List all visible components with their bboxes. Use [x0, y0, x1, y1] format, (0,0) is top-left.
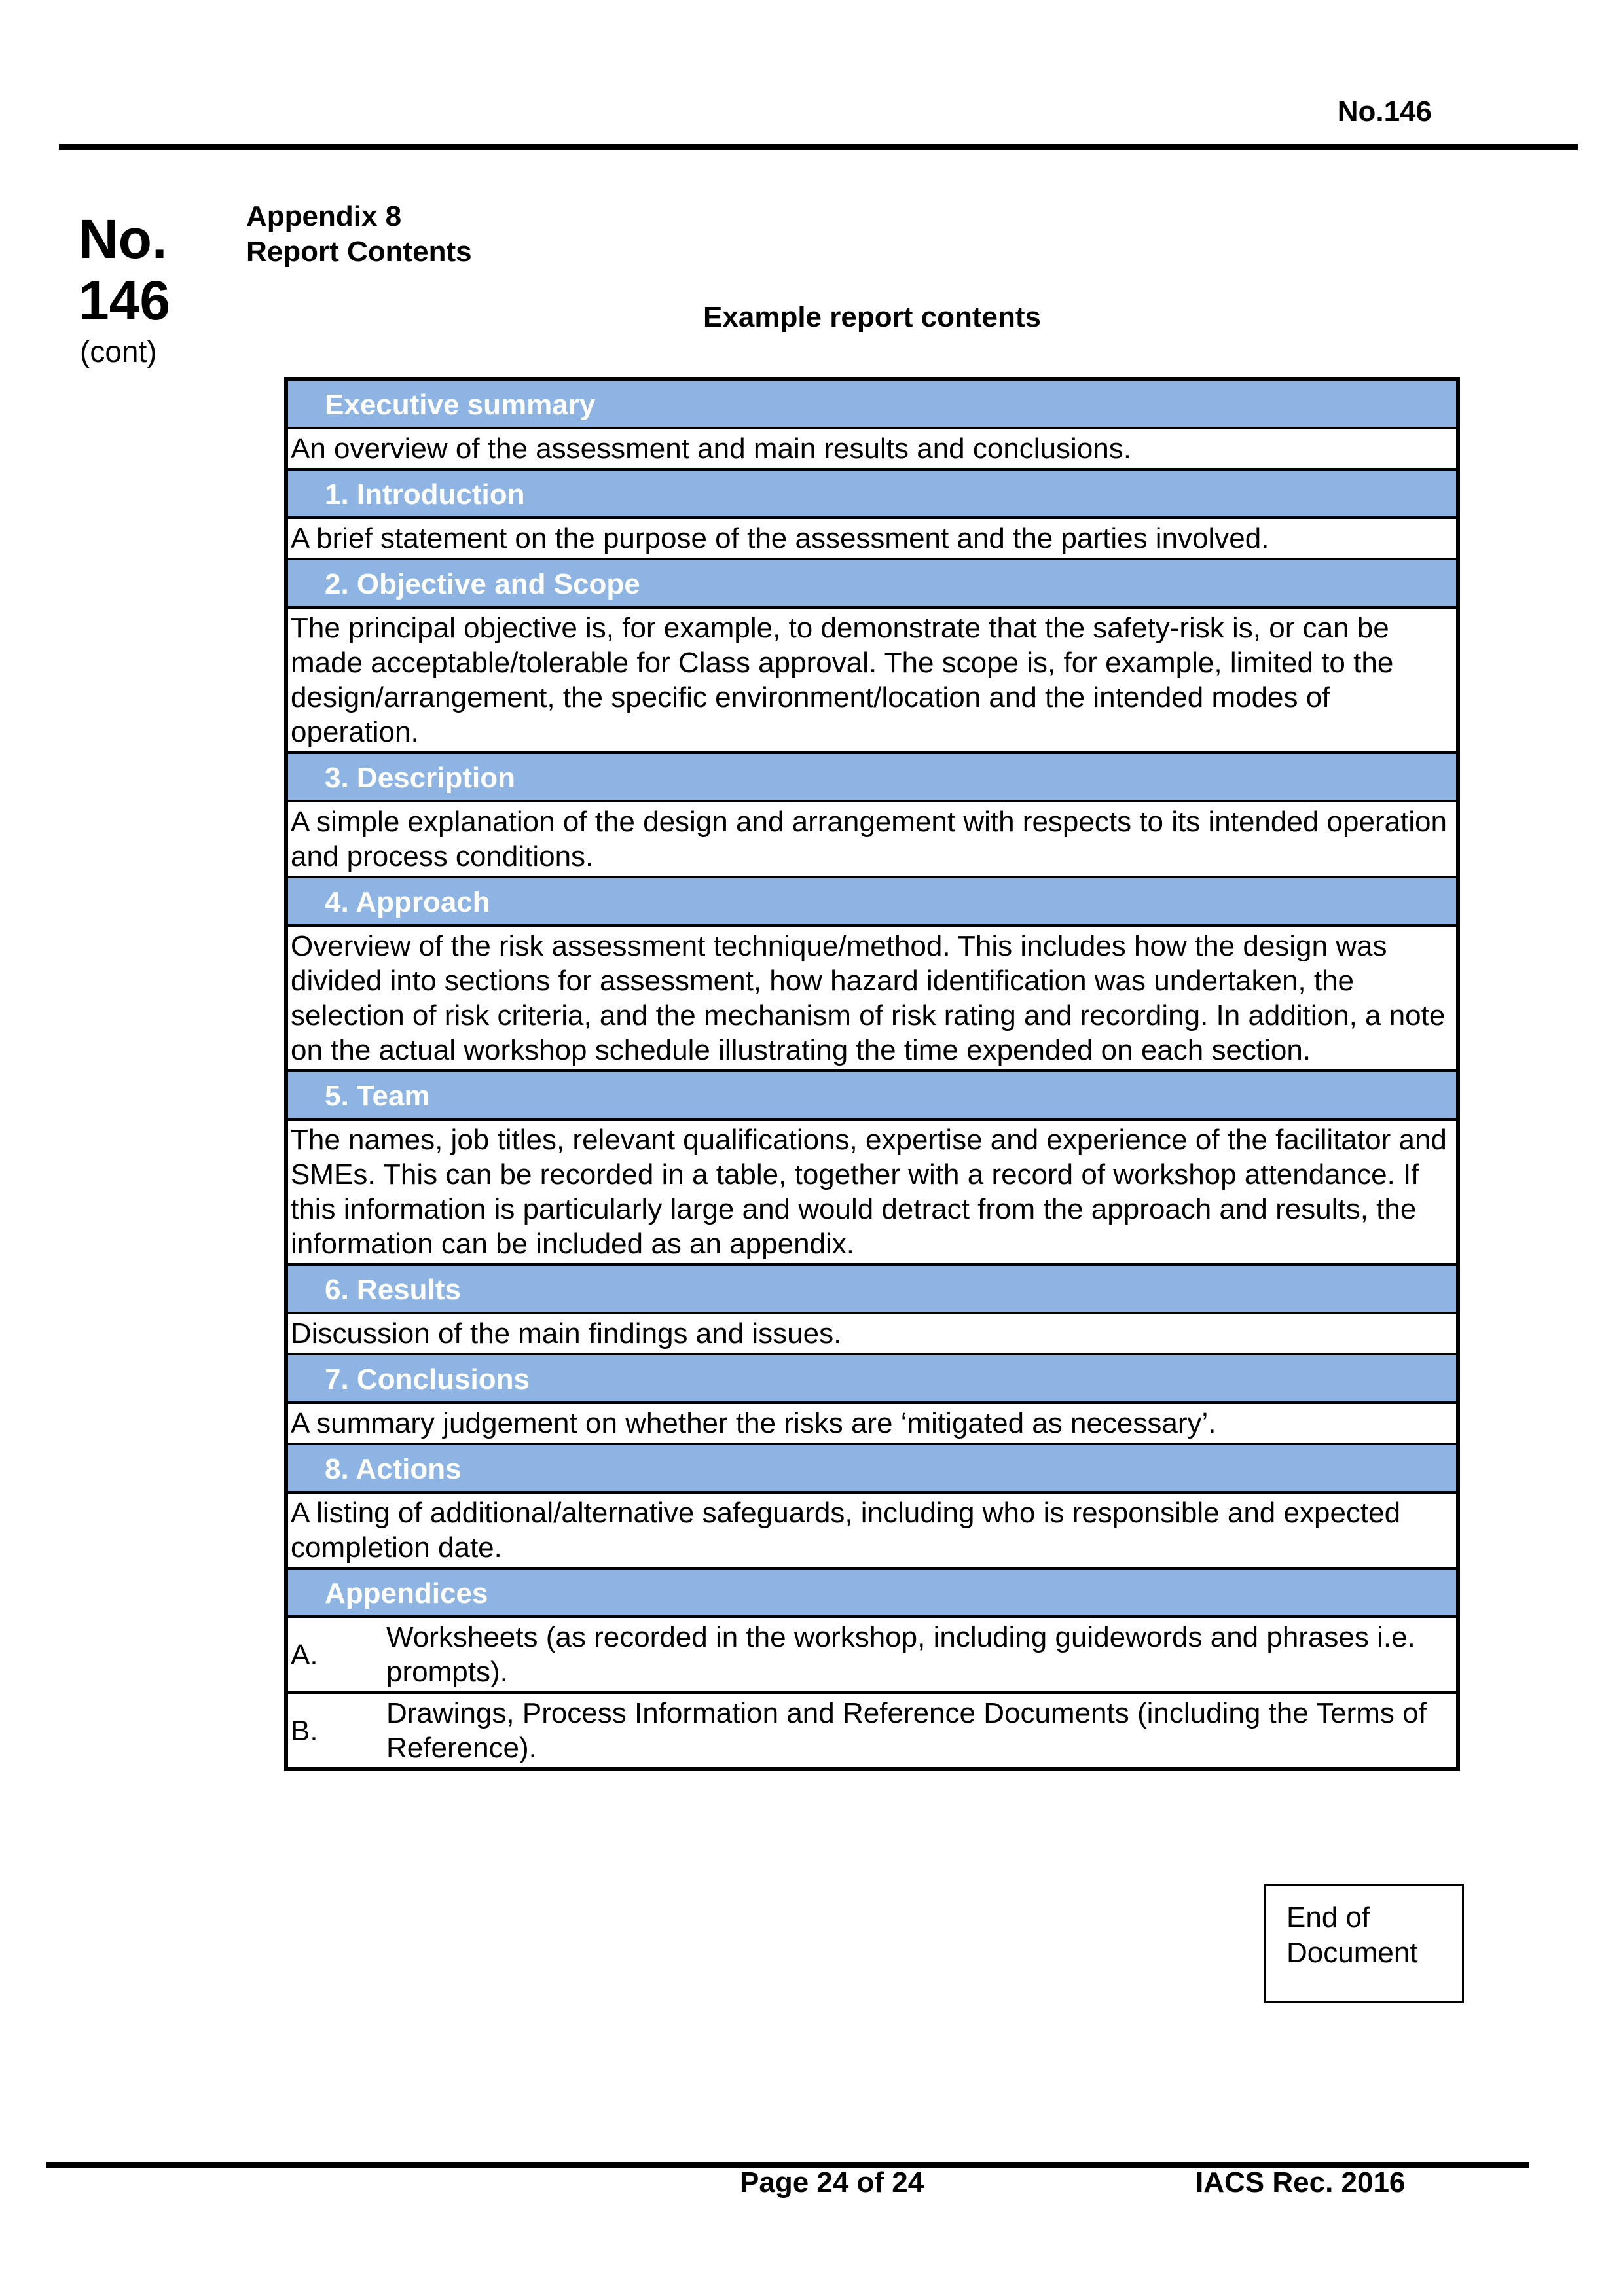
table-caption: Example report contents: [703, 301, 1041, 333]
section-body-approach: Overview of the risk assessment technique/method. This includes how the design was divided into sections for assessment, how hazard identification was undertaken, the selection of risk criteria, and the mechanism of risk rating and recording. In addition, a note on the actual workshop schedule illustrating the time expended on each section.: [288, 927, 1456, 1072]
section-heading-executive-summary: Executive summary: [288, 381, 1456, 429]
appendix-letter: A.: [291, 1638, 318, 1671]
side-no-label: No.: [79, 208, 168, 270]
section-body-description: A simple explanation of the design and arrangement with respects to its intended operation and process conditions.: [288, 802, 1456, 878]
section-heading-appendices: Appendices: [288, 1570, 1456, 1618]
report-contents-table: [284, 377, 1460, 1771]
side-cont-label: (cont): [80, 334, 157, 368]
side-number: 146: [79, 270, 171, 331]
section-body-objective-scope: The principal objective is, for example, to demonstrate that the safety-risk is, or can be made acceptable/tolerable for Class approval. The scope is, for example, limited to the design/arrangement, the specific environment/location and the intended modes of operation.: [288, 609, 1456, 754]
end-of-document-box: [1264, 1884, 1464, 2003]
footer-page-number: Page 24 of 24: [740, 2166, 924, 2198]
section-body-team: The names, job titles, relevant qualifications, expertise and experience of the facilitator and SMEs. This can be recorded in a table, together with a record of workshop attendance. If this information is particularly large and would detract from the approach and results, the information can be included as an appendix.: [288, 1121, 1456, 1266]
side-doc-number: [79, 208, 170, 331]
section-heading-conclusions: 7. Conclusions: [288, 1355, 1456, 1404]
appendix-letter: B.: [291, 1714, 318, 1747]
end-box-line-2: Document: [1286, 1937, 1418, 1969]
appendix-heading: [246, 199, 472, 270]
footer-reference: IACS Rec. 2016: [1195, 2166, 1406, 2198]
section-body-conclusions: A summary judgement on whether the risks are ‘mitigated as necessary’.: [288, 1404, 1456, 1445]
section-heading-results: 6. Results: [288, 1266, 1456, 1314]
section-body-executive-summary: An overview of the assessment and main results and conclusions.: [288, 429, 1456, 471]
section-heading-team: 5. Team: [288, 1072, 1456, 1121]
appendix-text: Drawings, Process Information and Reference Documents (including the Terms of Reference).: [386, 1697, 1427, 1764]
section-heading-introduction: 1. Introduction: [288, 471, 1456, 519]
appendix-row-a: [288, 1618, 1456, 1694]
header-doc-number: No.146: [1337, 96, 1432, 128]
appendix-text: Worksheets (as recorded in the workshop, including guidewords and phrases i.e. prompts).: [386, 1621, 1415, 1688]
section-heading-description: 3. Description: [288, 754, 1456, 802]
appendix-title: Report Contents: [246, 236, 472, 268]
section-body-actions: A listing of additional/alternative safeguards, including who is responsible and expected completion date.: [288, 1494, 1456, 1570]
section-heading-approach: 4. Approach: [288, 878, 1456, 927]
appendix-label: Appendix 8: [246, 200, 402, 232]
section-body-results: Discussion of the main findings and issues.: [288, 1314, 1456, 1355]
section-heading-objective-scope: 2. Objective and Scope: [288, 560, 1456, 609]
end-box-line-1: End of: [1286, 1901, 1370, 1933]
appendix-row-b: [288, 1694, 1456, 1767]
header-divider: [59, 144, 1578, 150]
section-body-introduction: A brief statement on the purpose of the assessment and the parties involved.: [288, 519, 1456, 560]
section-heading-actions: 8. Actions: [288, 1445, 1456, 1494]
